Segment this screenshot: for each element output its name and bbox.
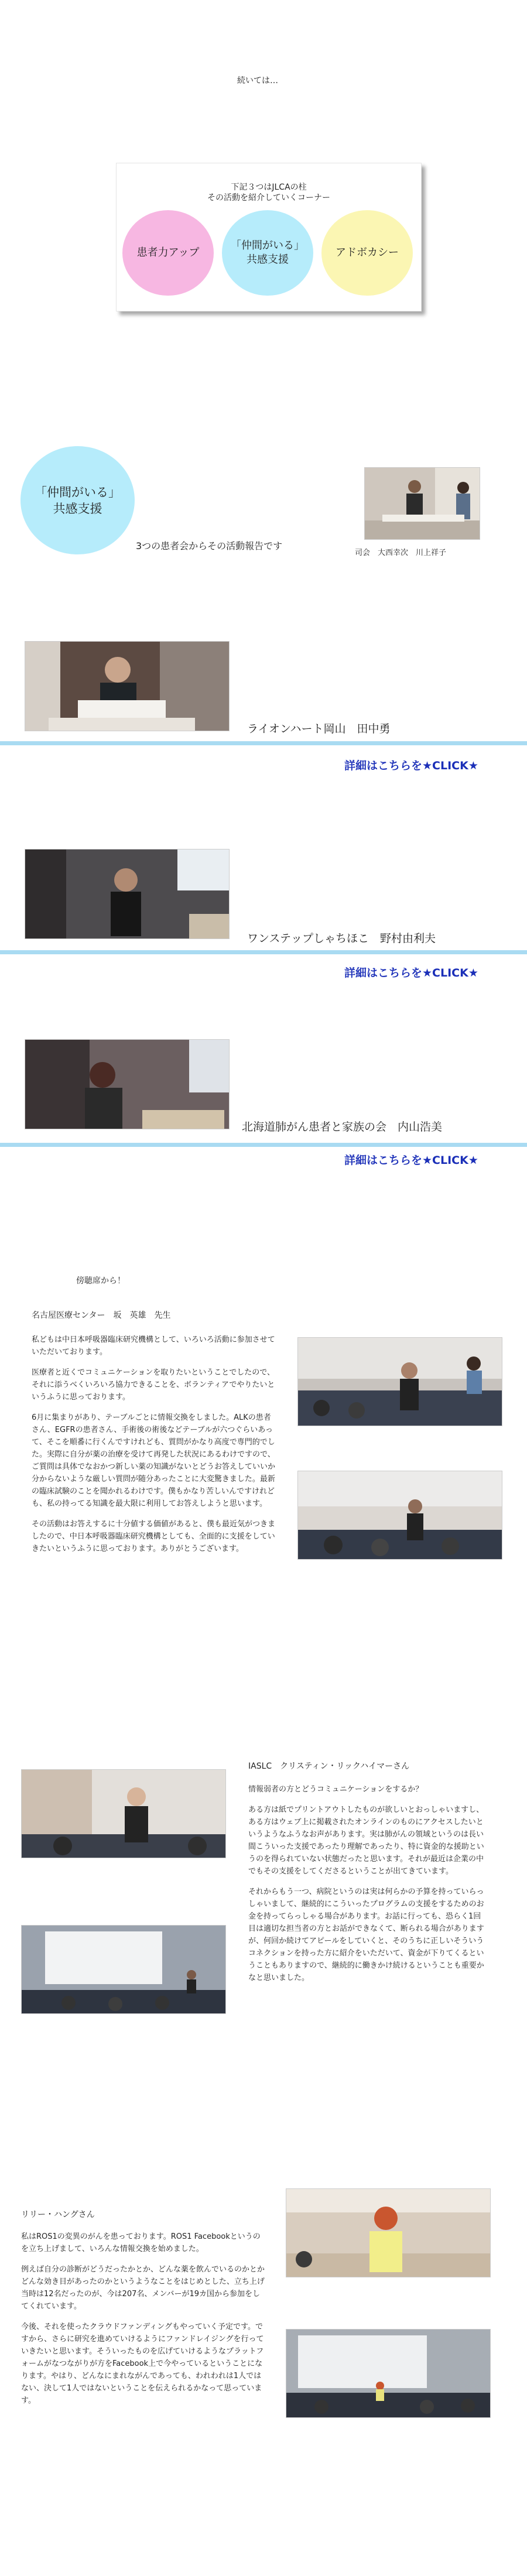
report-name-1: ライオンハート岡山 田中勇 (247, 722, 391, 735)
report-name-3: 北海道肺がん患者と家族の会 内山浩美 (242, 1121, 443, 1133)
speaker3-para-2: 例えば自分の診断がどうだったかとか、どんな薬を飲んでいるのかとかどんな効き目があったのかというようなことをはじめとした、立ち上げ当時は12名だったのが、今は207名、メンバーが19カ国から参加をしてくれています。 (21, 2265, 265, 2311)
speaker2-photo-1 (21, 1769, 226, 1858)
speaker3-para-3: 今後、それを使ったクラウドファンディングもやっていく予定です。ですから、さらに研究を進めていけるようにファンドレイジングを行っていきたいと思います。そういったものを広げていけるようなプラットフォームがなつながりが方をFacebook上で今やっているということになります。やはり、どんなにまれながんであっても、われわれは1人ではない、決して1人ではないということを伝えられるかなって思っています。 (21, 2322, 264, 2405)
speaker2-text (248, 1783, 487, 1984)
report-photo-2 (25, 849, 230, 939)
divider-1 (0, 741, 527, 745)
audience-heading: 傍聴席から！ (76, 1276, 125, 1286)
speaker1-photo-1 (297, 1337, 502, 1426)
continued-text: 続いては… (237, 76, 278, 85)
speaker3-text (21, 2231, 267, 2407)
speaker2-title: IASLC クリスティン・リックハイマーさん (248, 1762, 410, 1771)
speaker2-para-2: ある方は紙でプリントアウトしたものが欲しいとおっしゃいますし、ある方はウェブ上に掲載されたオンラインのものにアクセスしたいというようなふうなお声があります。実は肺がんの領域というのは長い間こういった支援であったり理解であったり、特に資金的な援助というのを得られていない状態だったと思います。それが最近は企業の中でもその支援をしてくださるということが出てきています。 (248, 1806, 484, 1876)
divider-3 (0, 1143, 527, 1147)
divider-2 (0, 950, 527, 954)
speaker1-para-3: 6月に集まりがあり、テーブルごとに情報交換をしました。ALKの患者さん、EGFRの患者さん、手術後の術後などテーブルが六つぐらいあって、そこを順番に行くんですけれども、質問がかなり高度で専門的でした。実際に自分が薬の治療を受けて再発した状況にあるわけですので、ご質問は具体でなおかつ新しい薬の知識がないとどうお答えしていいか分からないような厳しい質問が随分あったことに大変驚きました。最新の臨床試験のことを聞かれるわけです。僕もかなり苦しいんですけれども、私の持ってる知識を最大限に利用してお答えしようと思います。 (32, 1413, 276, 1508)
speaker3-photo-2 (286, 2329, 491, 2418)
pillar-peer-support[interactable]: 「仲間がいる」 共感支援 (222, 210, 313, 296)
report-link-3[interactable]: 詳細はこちらを★CLICK★ (344, 1154, 478, 1167)
speaker1-para-1: 私どもは中日本呼吸器臨床研究機構として、いろいろ活動に参加させていただいております。 (32, 1335, 275, 1356)
speaker1-text (32, 1334, 276, 1555)
report-link-1[interactable]: 詳細はこちらを★CLICK★ (344, 759, 478, 772)
speaker3-title: リリー・ハングさん (21, 2210, 95, 2219)
speaker1-title: 名古屋医療センター 坂 英雄 先生 (32, 1311, 171, 1320)
moderators-photo (364, 467, 480, 540)
speaker1-photo-2 (297, 1471, 502, 1560)
speaker2-para-1: 情報弱者の方とどうコミュニケーションをするか？ (248, 1785, 423, 1794)
speaker1-para-4: その活動はお答えするに十分値する価値があると、僕も最近気がつきましたので、中日本呼吸器臨床研究機構としても、全面的に支援をしていきたいというふうに思っております。ありがとうございます。 (32, 1520, 276, 1553)
section-lead: 3つの患者会からその活動報告です (136, 540, 283, 551)
report-photo-1 (25, 641, 230, 731)
speaker3-photo-1 (286, 2188, 491, 2277)
speaker1-para-2: 医療者と近くでコミュニケーションを取りたいということでしたので、それに添うべくいろいろ協力できることを、ボランティアでやりたいというふうに思っております。 (32, 1368, 275, 1402)
pillar-advocacy[interactable]: アドボカシー (321, 210, 413, 296)
report-name-2: ワンステップしゃちほこ 野村由利夫 (247, 932, 436, 945)
speaker2-photo-2 (21, 1925, 226, 2014)
speaker2-para-3: それからもう一つ、病院というのは実は何らかの予算を持っていらっしゃいまして、継続的にこういったプログラムの支援をするためのお金を持ってらっしゃる場合があります。お話に行っても、恐らく1回目は適切な担当者の方とお話ができなくて、断られる場合がありますが、何回か続けてアピールをしていくと、そのうちに正しいそういうコネクションを持った方に紹介をいただいて、資金が下りてくるということもありますので、継続的に働きかけ続けるということも重要かなと思いました。 (248, 1888, 484, 1982)
peer-support-badge: 「仲間がいる」 共感支援 (20, 446, 135, 554)
pillar-patient-power[interactable]: 患者力アップ (122, 210, 214, 296)
pillars-panel (116, 163, 422, 311)
report-link-2[interactable]: 詳細はこちらを★CLICK★ (344, 967, 478, 979)
report-photo-3 (25, 1039, 230, 1129)
pillars-heading-line2: その活動を紹介していくコーナー (207, 193, 330, 203)
pillars-heading-line1: 下記３つはJLCAの柱 (231, 183, 307, 192)
speaker3-para-1: 私はROS1の変異のがんを患っております。ROS1 Facebookというのを立ち上げまして、いろんな情報交換を始めました。 (21, 2232, 261, 2253)
moderators-caption: 司会 大西幸次 川上祥子 (355, 549, 447, 557)
